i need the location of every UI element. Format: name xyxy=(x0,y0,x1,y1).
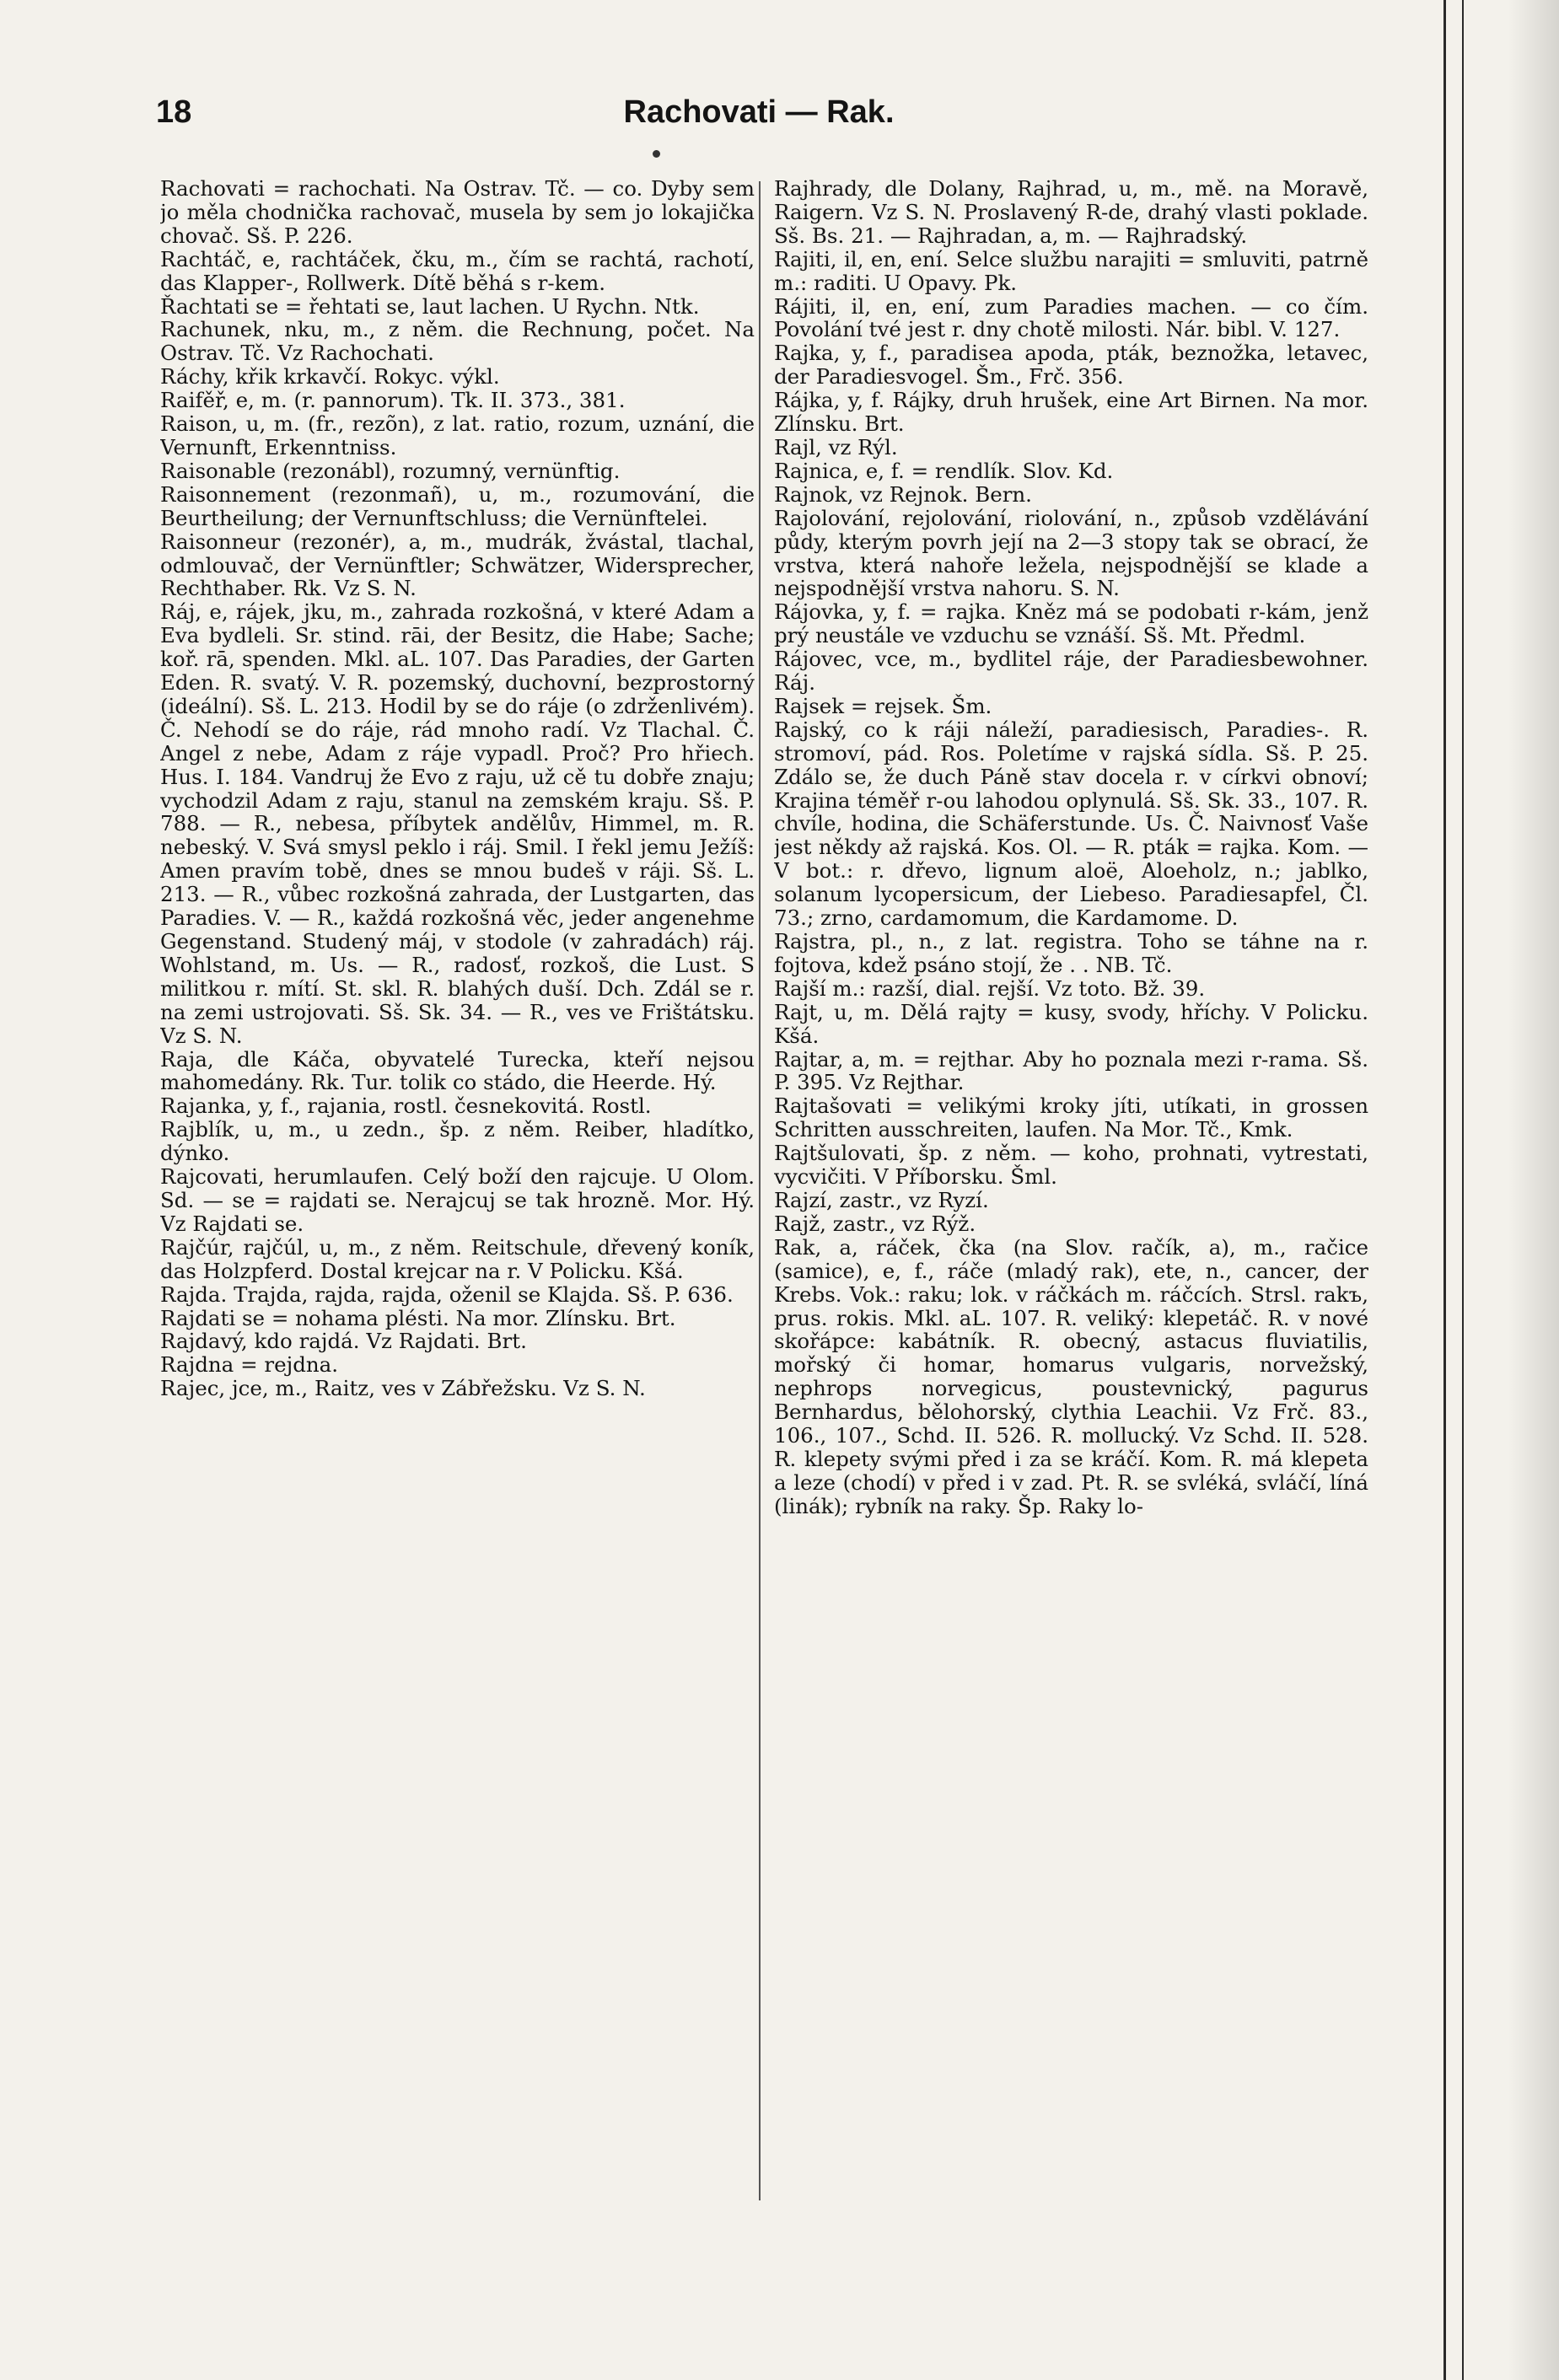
dictionary-entry: Rajsek = rejsek. Šm. xyxy=(774,693,992,718)
dictionary-entry: Raisonable (rezonábl), rozumný, vernünftig. xyxy=(160,458,621,483)
dictionary-entry: Rajdati se = nohama plésti. Na mor. Zlínsku. Brt. xyxy=(160,1305,676,1330)
page-header xyxy=(156,94,1362,145)
dictionary-entry: Rajž, zastr., vz Rýž. xyxy=(774,1211,976,1236)
dictionary-entry: Rajčúr, rajčúl, u, m., z něm. Reitschule, dřevený koník, das Holzpferd. Dostal krejcar na r. V Policku. Kšá. xyxy=(160,1234,755,1283)
dictionary-entry: Rajolování, rejolování, riolování, n., způsob vzdělávání půdy, kterým povrh její na 2—3 stopy tak se obrací, že vrstva, která nahoře ležela, nejspodnější se klade a nejspodnější vrstva nahoru. S. N. xyxy=(774,505,1368,601)
dictionary-entry: Rájovec, vce, m., bydlitel ráje, der Paradiesbewohner. Ráj. xyxy=(774,647,1368,696)
dictionary-entry: Rajt, u, m. Dělá rajty = kusy, svody, hříchy. V Policku. Kšá. xyxy=(774,999,1368,1048)
left-column xyxy=(160,177,755,2318)
dictionary-entry: Rachtáč, e, rachtáček, čku, m., čím se rachtá, rachotí, das Klapper-, Rollwerk. Dítě běhá s r-kem. xyxy=(160,246,755,295)
dictionary-entry: Rajka, y, f., paradisea apoda, pták, beznožka, letavec, der Paradiesvogel. Šm., Frč. 356. xyxy=(774,341,1368,390)
dictionary-entry: Rajnok, vz Rejnok. Bern. xyxy=(774,481,1032,507)
dictionary-entry: Raison, u, m. (fr., rezõn), z lat. ratio, rozum, uznání, die Vernunft, Erkenntniss. xyxy=(160,411,755,459)
dictionary-entry: Rajiti, il, en, ení. Selce službu narajiti = smluviti, patrně m.: raditi. U Opavy. Pk. xyxy=(774,246,1368,295)
dictionary-entry: Rájovka, y, f. = rajka. Kněz má se podobati r-kám, jenž prý neustále ve vzduchu se vznáší. Sš. Mt. Předml. xyxy=(774,599,1368,648)
page-edge-shadow xyxy=(1508,0,1559,2380)
page-title: Rachovati — Rak. xyxy=(623,94,895,130)
dictionary-entry: Rajtar, a, m. = rejthar. Aby ho poznala mezi r-rama. Sš. P. 395. Vz Rejthar. xyxy=(774,1046,1368,1095)
dictionary-entry: Rajblík, u, m., u zedn., šp. z něm. Reiber, hladítko, dýnko. xyxy=(160,1117,755,1166)
dictionary-entry: Rajnica, e, f. = rendlík. Slov. Kd. xyxy=(774,458,1114,483)
dictionary-entry: Rachunek, nku, m., z něm. die Rechnung, počet. Na Ostrav. Tč. Vz Rachochati. xyxy=(160,317,755,366)
dictionary-entry: Rajtašovati = velikými kroky jíti, utíkati, in grossen Schritten ausschreiten, laufen. Na Mor. Tč., Kmk. xyxy=(774,1093,1368,1142)
column-divider xyxy=(759,181,761,2200)
dictionary-entry: Raja, dle Káča, obyvatelé Turecka, kteří nejsou mahomedány. Rk. Tur. tolik co stádo, die Heerde. Hý. xyxy=(160,1046,755,1095)
page-edge-line xyxy=(1462,0,1464,2380)
right-column xyxy=(774,177,1368,2318)
dictionary-entry: Rajanka, y, f., rajania, rostl. česnekovitá. Rostl. xyxy=(160,1093,652,1119)
dictionary-entry: Rajzí, zastr., vz Ryzí. xyxy=(774,1187,989,1212)
dictionary-entry: Rachovati = rachochati. Na Ostrav. Tč. — co. Dyby sem jo měla chodnička rachovač, musela by sem jo lokajička chovač. Sš. P. 226. xyxy=(160,177,755,248)
dictionary-entry: Ráj, e, rájek, jku, m., zahrada rozkošná, v které Adam a Eva bydleli. Sr. stind. rāi, der Besitz, die Habe; Sache; koř. rā, spenden. Mkl. aL. 107. Das Paradies, der Garten Eden. R. svatý. V. R. pozemský, duchovní, bezprostorný (ideální). Sš. L. 213. Hodil by se do ráje (o zdrženlivém). Č. Nehodí se do ráje, rád mnoho radí. Vz Tlachal. Č. Angel z nebe, Adam z ráje vypadl. Proč? Pro hřiech. Hus. I. 184. Vandruj že Evo z raju, už cě tu dobře znaju; vychodzil Adam z raju, stanul na zemském kraju. Sš. P. 788. — R., nebesa, příbytek andělův, Himmel, m. R. nebeský. V. Svá smysl peklo i ráj. Smil. I řekl jemu Ježíš: Amen pravím tobě, dnes se mnou budeš v ráji. Sš. L. 213. — R., vůbec rozkošná zahrada, der Lustgarten, das Paradies. V. — R., každá rozkošná věc, jeder angenehme Gegenstand. Studený máj, v stodole (v zahradách) ráj. Wohlstand, m. Us. — R., radosť, rozkoš, die Lust. S militkou r. mítí. St. skl. R. blahých duší. Dch. Zdál se r. na zemi ustrojovati. Sš. Sk. 34. — R., ves ve Frištátsku. Vz S. N. xyxy=(160,599,755,1048)
dictionary-entry: Rájka, y, f. Rájky, druh hrušek, eine Art Birnen. Na mor. Zlínsku. Brt. xyxy=(774,388,1368,437)
dictionary-entry: Rajec, jce, m., Raitz, ves v Zábřežsku. Vz S. N. xyxy=(160,1376,646,1401)
header-dot xyxy=(653,150,660,158)
dictionary-entry: Rajhrady, dle Dolany, Rajhrad, u, m., mě. na Moravě, Raigern. Vz S. N. Proslavený R-de, drahý vlasti poklade. Sš. Bs. 21. — Rajhradan, a, m. — Rajhradský. xyxy=(774,177,1368,248)
page-number: 18 xyxy=(156,94,192,130)
dictionary-entry: Rajský, co k ráji náleží, paradiesisch, Paradies-. R. stromoví, pád. Ros. Poletíme v rajská sídla. Sš. P. 25. Zdálo se, že duch Páně stav docela r. v církvi obnoví; Krajina téměř r-ou lahodou oplynulá. Sš. Sk. 33., 107. R. chvíle, hodina, die Schäferstunde. Us. Č. Naivnosť Vaše jest někdy až rajská. Kos. Ol. — R. pták = rajka. Kom. — V bot.: r. dřevo, lignum aloë, Aloeholz, n.; jablko, solanum lycopersicum, der Liebeso. Paradiesapfel, Čl. 73.; zrno, cardamomum, die Kardamome. D. xyxy=(774,717,1368,931)
dictionary-entry: Ráchy, křik krkavčí. Rokyc. výkl. xyxy=(160,364,500,390)
dictionary-entry: Rajl, vz Rýl. xyxy=(774,434,898,459)
dictionary-entry: Rajcovati, herumlaufen. Celý boží den rajcuje. U Olom. Sd. — se = rajdati se. Nerajcuj se tak hrozně. Mor. Hý. Vz Rajdati se. xyxy=(160,1164,755,1236)
dictionary-entry: Rajda. Trajda, rajda, rajda, oženil se Klajda. Sš. P. 636. xyxy=(160,1281,734,1307)
dictionary-entry: Raisonneur (rezonér), a, m., mudrák, žvástal, tlachal, odmlouvač, der Vernünftler; Schwätzer, Widersprecher, Rechthaber. Rk. Vz S. N. xyxy=(160,529,755,601)
dictionary-entry: Rajstra, pl., n., z lat. registra. Toho se táhne na r. fojtova, kdež psáno stojí, že . . NB. Tč. xyxy=(774,929,1368,977)
dictionary-entry: Rajdna = rejdna. xyxy=(160,1352,339,1378)
dictionary-entry: Rájiti, il, en, ení, zum Paradies machen. — co čím. Povolání tvé jest r. dny chotě milosti. Nár. bibl. V. 127. xyxy=(774,293,1368,342)
dictionary-entry: Raisonnement (rezonmañ), u, m., rozumování, die Beurtheilung; der Vernunftschluss; die Vernünftelei. xyxy=(160,481,755,530)
dictionary-entry: Řachtati se = řehtati se, laut lachen. U Rychn. Ntk. xyxy=(160,293,700,319)
dictionary-entry: Rajší m.: razší, dial. rejší. Vz toto. Bž. 39. xyxy=(774,975,1206,1001)
dictionary-entry: Rajdavý, kdo rajdá. Vz Rajdati. Brt. xyxy=(160,1329,527,1354)
dictionary-entry: Raifěř, e, m. (r. pannorum). Tk. II. 373., 381. xyxy=(160,388,626,413)
page-edge-line xyxy=(1443,0,1446,2380)
dictionary-entry: Rak, a, ráček, čka (na Slov. račík, a), m., račice (samice), e, f., ráče (mladý rak), ete, n., cancer, der Krebs. Vok.: raku; lok. v ráčkách m. ráčcích. Strsl. rakъ, prus. rokis. Mkl. aL. 107. R. veliký: klepetáč. R. v nové skořápce: kabátník. R. obecný, astacus fluviatilis, mořský či homar, homarus vulgaris, norvežský, nephrops norvegicus, poustevnický, pagurus Bernhardus, bělohorský, clythia Leachii. Vz Frč. 83., 106., 107., Schd. II. 526. R. mollucký. Vz Schd. II. 528. R. klepety svými před i za se kráčí. Kom. R. má klepeta a leze (chodí) v před i v zad. Pt. R. se svléká, svláčí, líná (linák); rybník na raky. Šp. Raky lo- xyxy=(774,1234,1368,1518)
dictionary-entry: Rajtšulovati, šp. z něm. — koho, prohnati, vytrestati, vycvičiti. V Příborsku. Šml. xyxy=(774,1141,1368,1190)
